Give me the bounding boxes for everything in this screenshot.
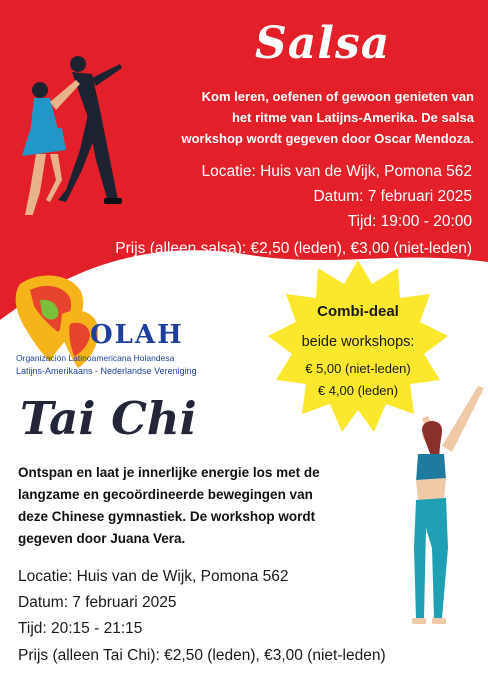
- taichi-description-line: Ontspan en laat je innerlijke energie los met de: [18, 465, 320, 480]
- taichi-location: Locatie: Huis van de Wijk, Pomona 562: [18, 568, 289, 585]
- taichi-description-line: langzame en gecoördineerde bewegingen van: [18, 487, 313, 502]
- salsa-dancers-illustration: [0, 50, 130, 215]
- taichi-title: Tai Chi: [20, 392, 197, 445]
- taichi-time: Tijd: 20:15 - 21:15: [18, 620, 143, 637]
- yoga-woman-illustration: [382, 378, 488, 633]
- taichi-description: [18, 462, 388, 550]
- salsa-description-line: workshop wordt gegeven door Oscar Mendoza.: [181, 131, 474, 146]
- olah-dutch-name: Latijns-Amerikaans - Nederlandse Vereniging: [16, 366, 197, 376]
- salsa-description-line: het ritme van Latijns-Amerika. De salsa: [231, 110, 474, 125]
- salsa-date: Datum: 7 februari 2025: [313, 188, 472, 205]
- salsa-description-line: Kom leren, oefenen of gewoon genieten van: [201, 89, 474, 104]
- salsa-price: Prijs (alleen salsa): €2,50 (leden), €3,00 (niet-leden): [115, 240, 472, 257]
- salsa-description: [129, 86, 474, 149]
- taichi-date: Datum: 7 februari 2025: [18, 594, 177, 611]
- salsa-time: Tijd: 19:00 - 20:00: [347, 213, 472, 230]
- olah-logo-text: OLAH: [90, 320, 184, 350]
- salsa-title: Salsa: [255, 18, 391, 69]
- olah-spanish-name: Organización Latinoamericana Holandesa: [16, 353, 175, 363]
- salsa-location: Locatie: Huis van de Wijk, Pomona 562: [201, 163, 472, 180]
- taichi-description-line: deze Chinese gymnastiek. De workshop wordt: [18, 509, 316, 524]
- taichi-price: Prijs (alleen Tai Chi): €2,50 (leden), €3,00 (niet-leden): [18, 647, 386, 664]
- taichi-description-line: gegeven door Juana Vera.: [18, 531, 186, 546]
- combi-price-nonmember: € 5,00 (niet-leden): [305, 361, 411, 376]
- combi-deal-subtitle: beide workshops:: [301, 334, 415, 350]
- combi-deal-title: Combi-deal: [317, 303, 399, 320]
- combi-price-member: € 4,00 (leden): [317, 383, 399, 398]
